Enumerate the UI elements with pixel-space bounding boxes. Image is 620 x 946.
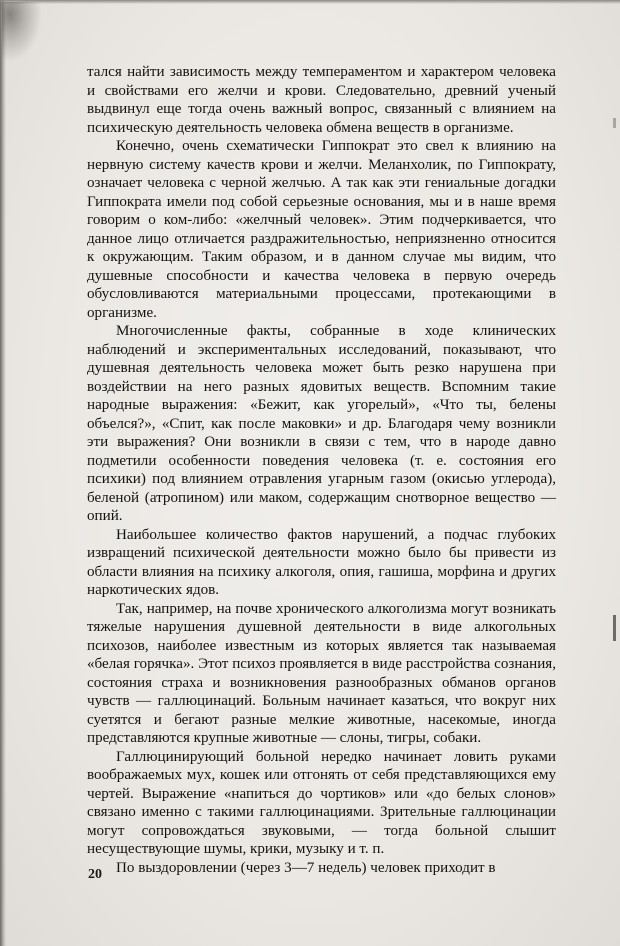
- margin-mark: [613, 615, 616, 641]
- paragraph: Так, например, на почве хронического алкоголизма могут возникать тяжелые нарушения душевной деятельности в виде алкогольных психозов, наиболее известным из которых является так называемая «белая горячка». Этот психоз проявляется в виде расстройства сознания, состояния страха и возникновения разнообразных обманов органов чувств — галлюцинаций. Больным начинает казаться, что вокруг них суетятся и бегают разные мелкие животные, насекомые, иногда представляются крупные животные — слоны, тигры, собаки.: [87, 600, 556, 746]
- body-text: [87, 63, 556, 877]
- paragraph: тался найти зависимость между темпераментом и характером человека и свойствами его желчи и крови. Следовательно, древний ученый выдвинул еще тогда очень важный вопрос, связанный с влиянием на психическую деятельность человека обмена веществ в организме.: [87, 64, 556, 136]
- page-number: 20: [88, 867, 102, 882]
- paragraph: Многочисленные факты, собранные в ходе клинических наблюдений и экспериментальных исследований, показывают, что душевная деятельность человека может быть резко нарушена при воздействии на него разных ядовитых веществ. Вспомним такие народные выражения: «Бежит, как угорелый», «Что ты, белены объелся?», «Спит, как после маковки» и др. Благодаря чему возникли эти выражения? Они возникли в связи с тем, что в народе давно подметили особенности поведения человека (т. е. состояния его психики) под влиянием отравления угарным газом (окисью углерода), беленой (атропином) или маком, содержащим снотворное вещество — опий.: [87, 323, 556, 524]
- margin-mark: [613, 118, 616, 128]
- page-top-edge-shadow: [0, 0, 620, 4]
- page-left-edge-shadow: [0, 0, 6, 946]
- paragraph: Галлюцинирующий больной нередко начинает ловить руками воображаемых мух, кошек или отгонять от себя представляющихся ему чертей. Выражение «напиться до чортиков» или «до белых слонов» связано именно с такими галлюцинациями. Зрительные галлюцинации могут сопровождаться звуковыми, — тогда больной слышит несуществующие шумы, крики, музыку и т. п.: [87, 748, 556, 857]
- paragraph: Конечно, очень схематически Гиппократ это свел к влиянию на нервную систему качеств крови и желчи. Меланхолик, по Гиппократу, означает человека с черной желчью. А так как эти гениальные догадки Гиппократа имели под собой серьезные основания, мы и в наше время говорим о ком-либо: «желчный человек». Этим подчеркивается, что данное лицо отличается раздражительностью, неприязненно относится к окружающим. Таким образом, и в данном случае мы видим, что душевные способности и качества человека в первую очередь обусловливаются материальными процессами, протекающими в организме.: [87, 138, 556, 321]
- paragraph: По выздоровлении (через 3—7 недель) человек приходит в: [116, 859, 496, 876]
- corner-stain: [2, 2, 42, 62]
- paragraph: Наибольшее количество фактов нарушений, а подчас глубоких извращений психической деятельности можно было бы привести из области влияния на психику алкоголя, опия, гашиша, морфина и других наркотических ядов.: [87, 526, 556, 598]
